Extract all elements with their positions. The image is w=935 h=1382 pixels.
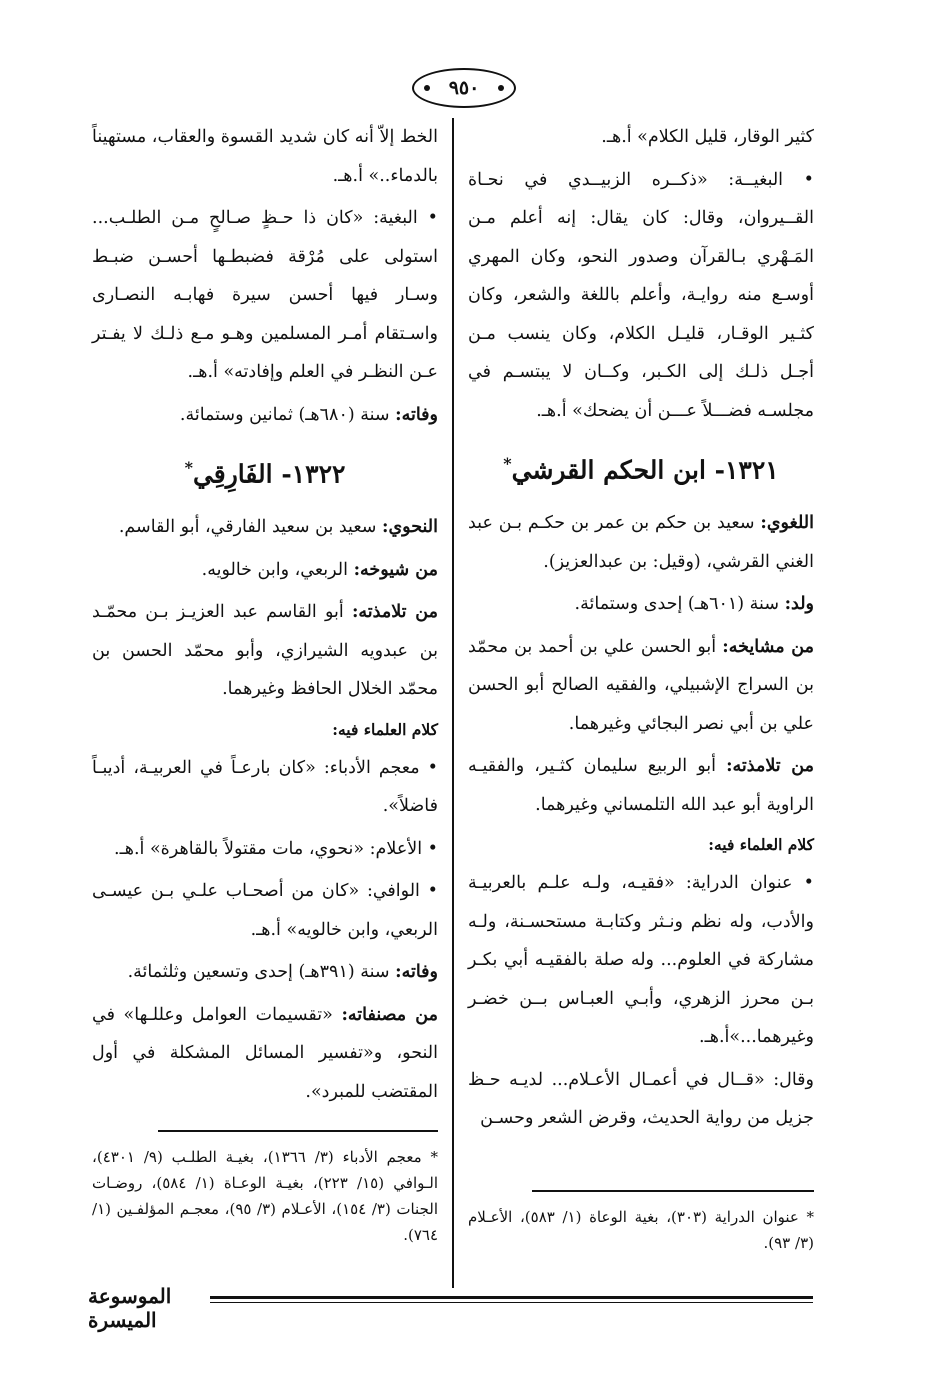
field-text: «تقسيمات العوامل وعللـها» في النحو، و«تفسير المسائل المشكلة في أول المقتضب للمبرد».: [92, 1004, 438, 1102]
footnote-marker: *: [184, 458, 193, 477]
ornament-dot: [498, 85, 504, 91]
field-text: أبو الحسن علي بن أحمد بن محمّد بن السراج الإشبيلي، والفقيه الصالح أبو الحسن علي بن أبي نصر البجائي وغيرهما.: [468, 636, 814, 734]
entry-heading: [468, 442, 814, 492]
field-label: من مشايخه:: [722, 636, 814, 657]
bio-paragraph: [468, 504, 814, 581]
bio-paragraph: [468, 585, 814, 624]
quote-paragraph: • عنوان الدراية: «فقيـه، ولـه علـم بالعربيـة والأدب، وله نظم ونـثر وكتابـة مستحسـنة، ولـه مشاركة في العلوم... وله صلة بالفقيـه أبي بكـر بـن محرز الزهري، وأبـي العبـاس بــن خضـر وغيرهما...»أ.هـ.: [468, 873, 814, 1048]
bio-paragraph: [92, 996, 438, 1112]
field-text: سنة (٦٠١هـ) إحدى وستمائة.: [574, 594, 785, 615]
text-paragraph: • البغية: «كان ذا حـظٍ صـالحٍ مـن الطلـب... استولى على مُرْقة فضبطـها أحسـن ضبـط وسـار فيها أحسن سيرة فهابـه النصـارى واسـتقام أمـر المسلمين وهـو مـع ذلـك لا يفـتر عـن النظـر في العلم وإفادته» أ.هـ.: [92, 208, 438, 382]
text-line: كثير الوقار، قليل الكلام» أ.هـ.: [601, 127, 814, 147]
column-divider: [452, 118, 454, 1288]
quote-paragraph: • الوافي: «كان من أصحـاب علـي بـن عيسـى الربعي، وابن خالويه» أ.هـ.: [92, 881, 438, 940]
bio-paragraph: [468, 747, 814, 824]
bio-paragraph: [92, 396, 438, 435]
entry-title: ١٣٢١- ابن الحكم القرشي: [511, 455, 779, 485]
right-column: [468, 118, 814, 1142]
field-text: الربعي، وابن خالويه.: [201, 559, 354, 580]
text-paragraph: • البغيــة: «ذكــره الزبيــدي في نحـاة القــيروان، وقال: كان يقال: إنه أعلم مـن المَـهْري بـالقرآن وصدور النحو، وكان المهري أوسـع منه روايـة، وأعلم باللغة والشعر، وكان كثـير الوقـار، قليـل الكلام، وكان ينسب مـن أجـل ذلـك إلى الكـبر، وكــان لا يبتسـم في مجلسـه فضـــلاً عـــن أن يضحك» أ.هـ.: [468, 169, 814, 421]
left-column: [92, 118, 438, 1115]
page-number-frame: [412, 68, 516, 108]
quote-paragraph: وقال: «قــال في أعمـال الأعـلام... لديـه حـظ جزيل من رواية الحديث، وقرض الشعر وحسـن: [468, 1069, 814, 1129]
ornament-dot: [424, 85, 430, 91]
field-text: سنة (٦٨٠هـ) ثمانين وستمائة.: [179, 404, 396, 425]
bio-paragraph: [92, 953, 438, 992]
footnote: * معجم الأدباء (٣/ ١٣٦٦)، بغيـة الطلـب (٩/ ٤٣٠١)، الـوافي (١٥/ ٢٢٣)، بغيـة الوعـاة (١/ ٥٨٤)، روضـات الجنات (٣/ ١٥٤)، الأعـلام (٣/ ٩٥)، معجـم المؤلفـين (١/ ٧٦٤).: [92, 1148, 439, 1244]
bio-paragraph: [92, 551, 438, 590]
field-label: وفاته:: [395, 962, 438, 983]
footnote-rule: [158, 1130, 438, 1132]
field-label: اللغوي:: [760, 513, 814, 534]
bio-paragraph: [92, 593, 438, 709]
field-label: من تلامذته:: [726, 756, 815, 777]
bio-paragraph: [468, 628, 814, 744]
quote-paragraph: • الأعلام: «نحوي، مات مقتولاً بالقاهرة» أ.هـ.: [114, 838, 438, 859]
scholars-heading: كلام العلماء فيه:: [708, 835, 814, 855]
footer-rule: [210, 1296, 813, 1299]
field-label: ولد:: [784, 594, 814, 615]
field-text: سعيد بن سعيد الفارقي، أبو القاسم.: [118, 517, 383, 538]
page-number: ٩٥٠: [448, 77, 480, 99]
field-label: من تلامذته:: [351, 602, 438, 623]
field-text: أبو القاسم عبد العزيـز بـن محمّـد بن عبدويه الشيرازي، وأبو محمّد الحسن بن محمّد الخلال الحافظ وغيرهما.: [92, 602, 438, 700]
field-label: وفاته:: [395, 404, 438, 425]
entry-heading: [92, 446, 438, 496]
field-text: سعيد بن حكم بن عمر بن حكـم بـن عبد الغني القرشي، (وقيل: بن عبدالعزيز).: [468, 513, 814, 572]
footer-title: الموسوعة الميسرة: [88, 1284, 172, 1332]
entry-title: ١٣٢٢- الفَارِقِي: [192, 459, 346, 489]
field-text: أبو الربيع سليمان كثـير، والفقيـه الراوية أبو عبد الله التلمساني وغيرهما.: [468, 756, 814, 815]
field-label: من مصنفاته:: [341, 1004, 438, 1025]
scholars-heading: كلام العلماء فيه:: [332, 719, 438, 739]
text-paragraph: الخط إلاّ أنه كان شديد القسوة والعقاب، مستهيناً بالدماء..» أ.هـ.: [92, 127, 438, 186]
footnote-marker: *: [503, 454, 512, 473]
quote-paragraph: • معجم الأدباء: «كان بارعـاً في العربيـة، أديبـاً فاضلاً».: [92, 757, 438, 817]
footer-rule: [210, 1302, 813, 1303]
field-label: من شيوخه:: [353, 559, 438, 580]
footnote-rule: [532, 1190, 814, 1192]
footnote: * عنوان الدراية (٣٠٣)، بغية الوعاة (١/ ٥٨٣)، الأعـلام (٣/ ٩٣).: [468, 1208, 815, 1252]
field-text: سنة (٣٩١هـ) إحدى وتسعين وثلثمائة.: [127, 962, 396, 983]
bio-paragraph: [92, 508, 438, 547]
field-label: النحوي:: [382, 517, 438, 538]
